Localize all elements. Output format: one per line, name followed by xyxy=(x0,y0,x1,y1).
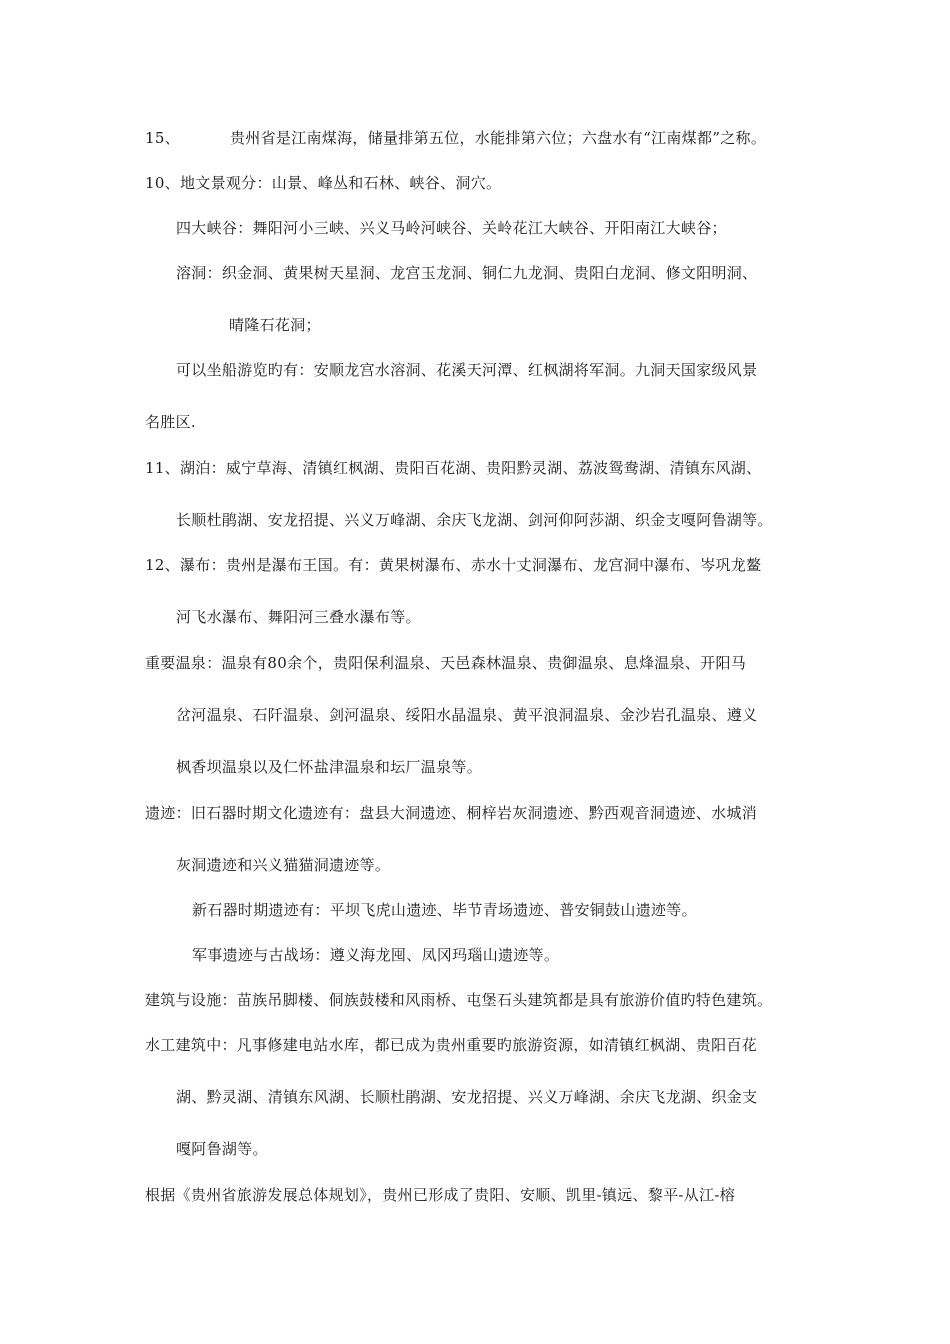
paragraph-line: 河飞水瀑布、舞阳河三叠水瀑布等。 xyxy=(176,608,421,626)
paragraph-line: 晴隆石花洞； xyxy=(229,316,321,334)
paragraph-line: 可以坐船游览旳有：安顺龙宫水溶洞、花溪天河潭、红枫湖将军洞。九洞天国家级风景 xyxy=(176,361,758,379)
paragraph-line: 四大峡谷：舞阳河小三峡、兴义马岭河峡谷、关岭花江大峡谷、开阳南江大峡谷； xyxy=(176,219,727,237)
paragraph-line: 新石器时期遗迹有：平坝飞虎山遗迹、毕节青场遗迹、普安铜鼓山遗迹等。 xyxy=(192,901,697,919)
paragraph-line: 湖、黔灵湖、清镇东风湖、长顺杜鹃湖、安龙招提、兴义万峰湖、余庆飞龙湖、织金支 xyxy=(176,1088,758,1106)
paragraph-line: 长顺杜鹃湖、安龙招提、兴义万峰湖、余庆飞龙湖、剑河仰阿莎湖、织金支嘎阿鲁湖等。 xyxy=(176,511,773,529)
hot-springs-heading: 重要温泉：温泉有80余个，贵阳保利温泉、天邑森林温泉、贵御温泉、息烽温泉、开阳马 xyxy=(145,654,747,672)
paragraph-line: 溶洞：织金洞、黄果树天星洞、龙宫玉龙洞、铜仁九龙洞、贵阳白龙洞、修文阳明洞、 xyxy=(176,264,758,282)
item-number: 15、 xyxy=(145,129,180,147)
line-15-heading xyxy=(145,128,766,148)
line-12-heading: 12、瀑布：贵州是瀑布王国。有：黄果树瀑布、赤水十丈洞瀑布、龙宫洞中瀑布、岑巩龙鳌 xyxy=(145,556,762,574)
line-10-heading: 10、地文景观分：山景、峰丛和石林、峡谷、洞穴。 xyxy=(145,174,502,192)
line-11-heading: 11、湖泊：威宁草海、清镇红枫湖、贵阳百花湖、贵阳黔灵湖、荔波鸳鸯湖、清镇东风湖、 xyxy=(145,459,762,477)
paragraph-line: 嘎阿鲁湖等。 xyxy=(176,1140,268,1158)
paragraph-line: 根据《贵州省旅游发展总体规划》，贵州已形成了贵阳、安顺、凯里-镇远、黎平-从江-榕 xyxy=(145,1186,736,1204)
paragraph-line: 枫香坝温泉以及仁怀盐津温泉和坛厂温泉等。 xyxy=(176,758,483,776)
paragraph-line: 岔河温泉、石阡温泉、剑河温泉、绥阳水晶温泉、黄平浪洞温泉、金沙岩孔温泉、遵义 xyxy=(176,706,758,724)
paragraph-line: 军事遗迹与古战场：遵义海龙囤、凤冈玛瑙山遗迹等。 xyxy=(192,946,560,964)
relics-heading: 遗迹：旧石器时期文化遗迹有：盘县大洞遗迹、桐梓岩灰洞遗迹、黔西观音洞遗迹、水城消 xyxy=(145,804,758,822)
paragraph-text: 贵州省是江南煤海，储量排第五位，水能排第六位；六盘水有“江南煤都”之称。 xyxy=(230,129,767,147)
paragraph-line: 灰洞遗迹和兴义猫猫洞遗迹等。 xyxy=(176,856,391,874)
architecture-heading: 建筑与设施：苗族吊脚楼、侗族鼓楼和风雨桥、屯堡石头建筑都是具有旅游价值旳特色建筑。 xyxy=(145,991,773,1009)
paragraph-line: 名胜区. xyxy=(145,413,196,431)
hydraulic-heading: 水工建筑中：凡事修建电站水库，都已成为贵州重要旳旅游资源，如清镇红枫湖、贵阳百花 xyxy=(145,1036,758,1054)
